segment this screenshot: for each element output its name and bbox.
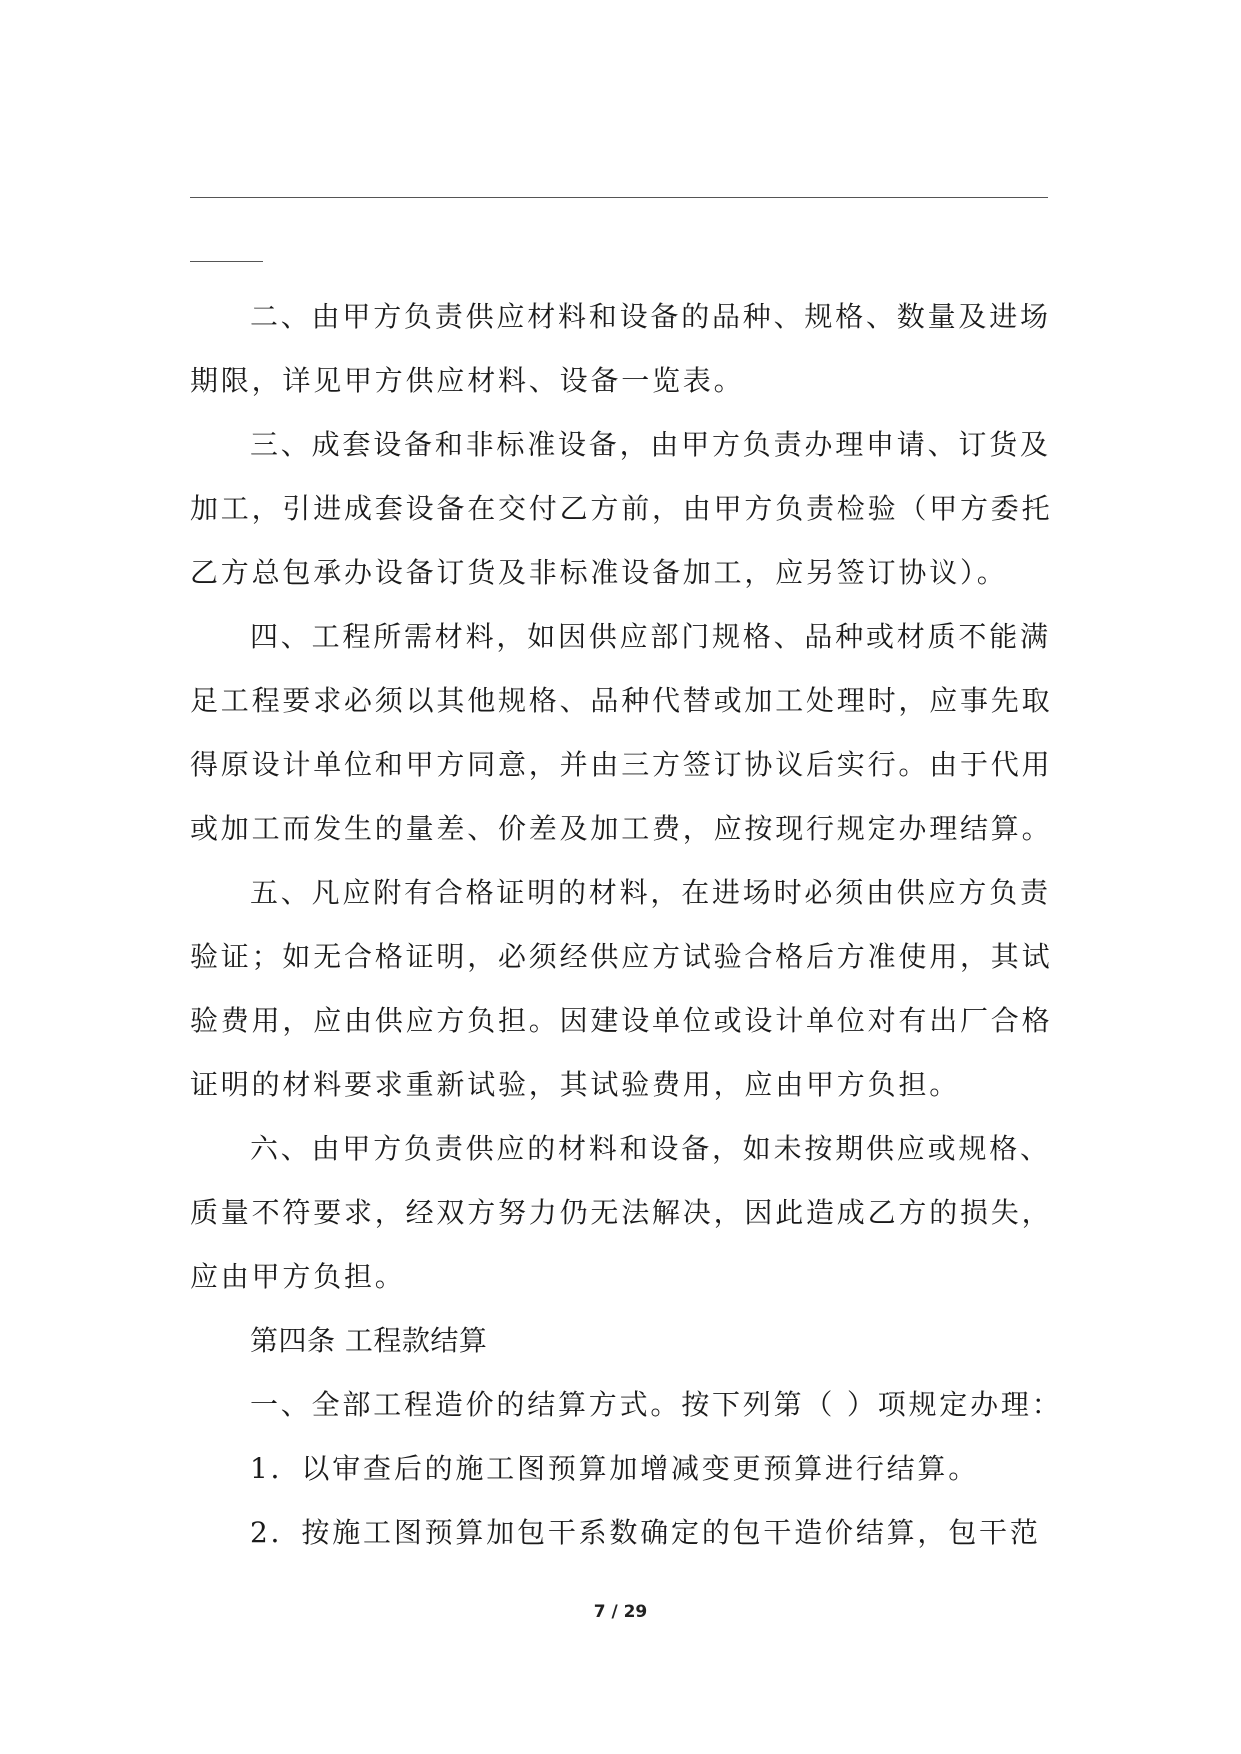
paragraph-line: 得原设计单位和甲方同意，并由三方签订协议后实行。由于代用 [190, 748, 1053, 781]
paragraph-line: 六、由甲方负责供应的材料和设备，如未按期供应或规格、 [250, 1132, 1051, 1165]
top-divider-line [190, 197, 1048, 198]
paragraph-line: 三、成套设备和非标准设备，由甲方负责办理申请、订货及 [250, 428, 1051, 461]
paragraph-line: 或加工而发生的量差、价差及加工费，应按现行规定办理结算。 [190, 812, 1053, 845]
paragraph-line: 期限，详见甲方供应材料、设备一览表。 [190, 364, 745, 397]
paragraph-line: 质量不符要求，经双方努力仍无法解决，因此造成乙方的损失， [190, 1196, 1053, 1229]
paragraph-line: 五、凡应附有合格证明的材料，在进场时必须由供应方负责 [250, 876, 1051, 909]
paragraph-line: 证明的材料要求重新试验，其试验费用，应由甲方负担。 [190, 1068, 961, 1101]
contract-body-text [190, 285, 1063, 1565]
paragraph-line: 加工，引进成套设备在交付乙方前，由甲方负责检验（甲方委托 [190, 492, 1053, 525]
paragraph-line: 二、由甲方负责供应材料和设备的品种、规格、数量及进场 [250, 300, 1051, 333]
paragraph-line: 2．按施工图预算加包干系数确定的包干造价结算，包干范 [250, 1516, 1041, 1549]
paragraph-line: 1．以审查后的施工图预算加增减变更预算进行结算。 [250, 1452, 980, 1485]
paragraph-line: 验证；如无合格证明，必须经供应方试验合格后方准使用，其试 [190, 940, 1053, 973]
paragraph-line: 足工程要求必须以其他规格、品种代替或加工处理时，应事先取 [190, 684, 1053, 717]
section-heading: 第四条 工程款结算 [250, 1324, 488, 1357]
paragraph-line: 一、全部工程造价的结算方式。按下列第（ ）项规定办理： [250, 1388, 1063, 1421]
short-divider-line [190, 261, 263, 262]
paragraph-line: 乙方总包承办设备订货及非标准设备加工，应另签订协议）。 [190, 556, 1008, 589]
paragraph-line: 应由甲方负担。 [190, 1260, 406, 1293]
page-number: 7 / 29 [593, 1602, 648, 1622]
paragraph-line: 验费用，应由供应方负担。因建设单位或设计单位对有出厂合格 [190, 1004, 1053, 1037]
paragraph-line: 四、工程所需材料，如因供应部门规格、品种或材质不能满 [250, 620, 1051, 653]
